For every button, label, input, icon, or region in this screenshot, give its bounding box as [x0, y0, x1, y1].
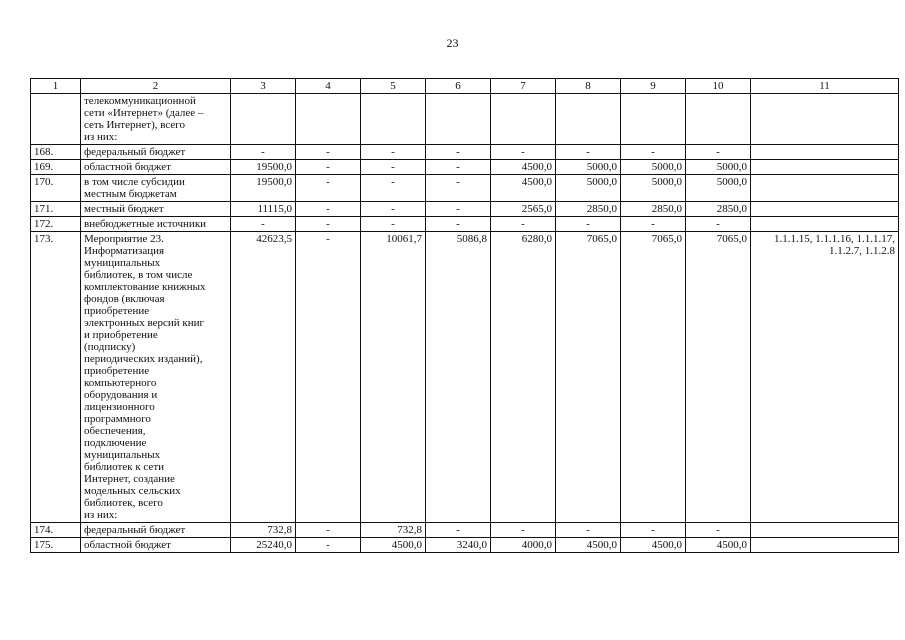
value-cell: - — [296, 217, 361, 232]
row-name: местный бюджет — [81, 202, 231, 217]
column-header: 4 — [296, 79, 361, 94]
value-cell: - — [426, 160, 491, 175]
row-name: областной бюджет — [81, 160, 231, 175]
value-cell: 2850,0 — [686, 202, 751, 217]
value-cell — [556, 94, 621, 145]
value-cell: 5000,0 — [686, 160, 751, 175]
value-cell: - — [296, 160, 361, 175]
reference-cell — [751, 217, 899, 232]
row-name: Мероприятие 23. Информатизация муниципальных библиотек, в том числе комплектование книжных фондов (включая приобретение электронных версий книг и приобретение (подписку) периодических изданий), приобретение компьютерного оборудования и лицензионного программного обеспечения, подключение муниципальных библиотек к сети Интернет, создание модельных сельских библиотек, всего из них: — [81, 232, 231, 523]
value-cell: 11115,0 — [231, 202, 296, 217]
value-cell: - — [361, 217, 426, 232]
budget-table — [30, 78, 899, 553]
value-cell — [361, 94, 426, 145]
value-cell: - — [621, 145, 686, 160]
value-cell: 4500,0 — [491, 160, 556, 175]
value-cell: 5086,8 — [426, 232, 491, 523]
reference-cell — [751, 94, 899, 145]
column-header: 2 — [81, 79, 231, 94]
table-row — [31, 175, 899, 202]
value-cell: - — [621, 217, 686, 232]
value-cell: 5000,0 — [621, 160, 686, 175]
page-number: 23 — [446, 36, 459, 50]
value-cell: - — [361, 160, 426, 175]
value-cell: - — [686, 523, 751, 538]
value-cell: - — [426, 217, 491, 232]
column-header: 6 — [426, 79, 491, 94]
table-row — [31, 160, 899, 175]
value-cell: - — [296, 202, 361, 217]
column-header: 9 — [621, 79, 686, 94]
row-number: 171. — [31, 202, 81, 217]
value-cell: 3240,0 — [426, 538, 491, 553]
value-cell: 25240,0 — [231, 538, 296, 553]
column-header: 7 — [491, 79, 556, 94]
reference-cell — [751, 523, 899, 538]
row-name: внебюджетные источники — [81, 217, 231, 232]
row-name: федеральный бюджет — [81, 145, 231, 160]
row-number — [31, 94, 81, 145]
value-cell: 19500,0 — [231, 175, 296, 202]
reference-cell — [751, 538, 899, 553]
value-cell: 732,8 — [361, 523, 426, 538]
value-cell: - — [686, 145, 751, 160]
value-cell: - — [296, 232, 361, 523]
value-cell: 4500,0 — [621, 538, 686, 553]
column-header: 8 — [556, 79, 621, 94]
value-cell: - — [231, 145, 296, 160]
value-cell — [296, 94, 361, 145]
value-cell: 4000,0 — [491, 538, 556, 553]
value-cell: - — [231, 217, 296, 232]
value-cell — [426, 94, 491, 145]
table-row — [31, 523, 899, 538]
value-cell — [621, 94, 686, 145]
value-cell: 7065,0 — [556, 232, 621, 523]
value-cell: 4500,0 — [686, 538, 751, 553]
value-cell: - — [426, 175, 491, 202]
value-cell: - — [491, 217, 556, 232]
value-cell: 5000,0 — [556, 175, 621, 202]
table-row — [31, 145, 899, 160]
value-cell: 5000,0 — [621, 175, 686, 202]
row-name: телекоммуникационной сети «Интернет» (далее – сеть Интернет), всего из них: — [81, 94, 231, 145]
value-cell: - — [296, 175, 361, 202]
value-cell: - — [361, 175, 426, 202]
reference-cell — [751, 202, 899, 217]
column-header: 5 — [361, 79, 426, 94]
value-cell: - — [426, 523, 491, 538]
value-cell: - — [491, 523, 556, 538]
value-cell: 732,8 — [231, 523, 296, 538]
value-cell: 7065,0 — [686, 232, 751, 523]
row-number: 174. — [31, 523, 81, 538]
value-cell: - — [361, 202, 426, 217]
reference-cell — [751, 145, 899, 160]
table-row — [31, 94, 899, 145]
column-header: 3 — [231, 79, 296, 94]
value-cell: 4500,0 — [491, 175, 556, 202]
row-number: 173. — [31, 232, 81, 523]
reference-cell — [751, 175, 899, 202]
value-cell: - — [621, 523, 686, 538]
value-cell: - — [426, 202, 491, 217]
value-cell: 19500,0 — [231, 160, 296, 175]
table-row — [31, 217, 899, 232]
row-number: 170. — [31, 175, 81, 202]
value-cell: 4500,0 — [556, 538, 621, 553]
row-name: федеральный бюджет — [81, 523, 231, 538]
table-row — [31, 538, 899, 553]
reference-cell — [751, 160, 899, 175]
value-cell: 5000,0 — [556, 160, 621, 175]
value-cell: 5000,0 — [686, 175, 751, 202]
value-cell: 7065,0 — [621, 232, 686, 523]
value-cell: - — [296, 145, 361, 160]
row-number: 168. — [31, 145, 81, 160]
value-cell: - — [556, 523, 621, 538]
table-row — [31, 202, 899, 217]
row-number: 169. — [31, 160, 81, 175]
value-cell: 4500,0 — [361, 538, 426, 553]
value-cell — [686, 94, 751, 145]
row-name: в том числе субсидии местным бюджетам — [81, 175, 231, 202]
value-cell: - — [361, 145, 426, 160]
value-cell: 42623,5 — [231, 232, 296, 523]
value-cell: - — [556, 145, 621, 160]
reference-cell: 1.1.1.15, 1.1.1.16, 1.1.1.17, 1.1.2.7, 1.1.2.8 — [751, 232, 899, 523]
column-header: 10 — [686, 79, 751, 94]
value-cell — [491, 94, 556, 145]
value-cell: - — [426, 145, 491, 160]
value-cell — [231, 94, 296, 145]
value-cell: - — [491, 145, 556, 160]
value-cell: 6280,0 — [491, 232, 556, 523]
header-row — [31, 79, 899, 94]
column-header: 1 — [31, 79, 81, 94]
value-cell: - — [686, 217, 751, 232]
value-cell: - — [296, 538, 361, 553]
value-cell: 2850,0 — [621, 202, 686, 217]
table-row — [31, 232, 899, 523]
row-number: 175. — [31, 538, 81, 553]
value-cell: 10061,7 — [361, 232, 426, 523]
row-name: областной бюджет — [81, 538, 231, 553]
value-cell: 2565,0 — [491, 202, 556, 217]
value-cell: - — [296, 523, 361, 538]
value-cell: - — [556, 217, 621, 232]
row-number: 172. — [31, 217, 81, 232]
value-cell: 2850,0 — [556, 202, 621, 217]
column-header: 11 — [751, 79, 899, 94]
